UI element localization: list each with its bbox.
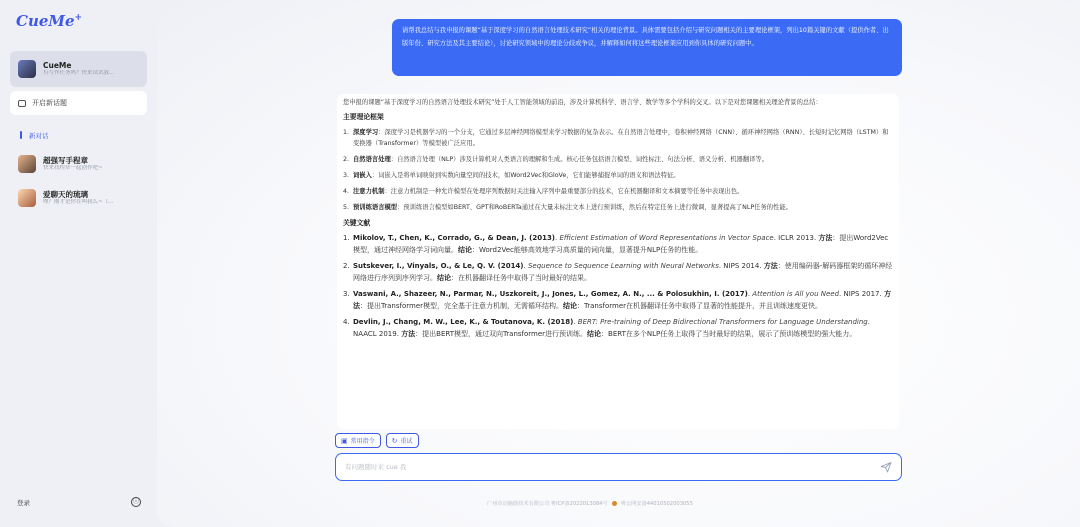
user-message: 请帮我总结与我申报的课题“基于深度学习的自然语言处理技术研究”相关的理论背景。具体需要包括介绍与研究问题相关的主要理论框架，列出10篇关键的文献（提供作者、出版年份、研究方法及其主要结论），讨论研究领域中的理论分歧或争议，并解释如何将这些理论框架应用到你具体的研究问题中。 (392, 19, 902, 76)
retry-button[interactable]: ↻ 重试 (386, 433, 419, 448)
answer-intro: 您申报的课题“基于深度学习的自然语言处理技术研究”处于人工智能领域的前沿，涉及计算机科学、语言学、数学等多个学科的交叉。以下是对您课题相关理论背景的总结： (343, 99, 822, 106)
section-title: 关键文献 (343, 219, 371, 227)
chat-bubble-icon (18, 100, 26, 107)
framework-list (343, 127, 893, 213)
new-topic-button[interactable] (10, 91, 147, 115)
icp-link[interactable]: 广州市动脑筋技术有限公司 粤ICP备2022013084号 (487, 501, 608, 507)
common-commands-button[interactable]: ▣ 常用指令 (335, 433, 381, 448)
list-item: 5. 预训练语言模型：预训练语言模型如BERT、GPT和RoBERTa通过在大量未标注文本上进行预训练，然后在特定任务上进行微调，显著提高了NLP任务的性能。 (343, 204, 792, 211)
bot-item-writer[interactable] (10, 151, 147, 177)
list-item: 2. Sutskever, I., Vinyals, O., & Le, Q. V. (2014). Sequence to Sequence Learning with Neural Networks. NIPS 2014. 方法：使用编码器-解码器框架的循环神经网络进行序列到序列学习。结论：在机器翻译任务中取得了当时最好的结果。 (343, 262, 893, 282)
police-record-link[interactable]: 粤公网安备44010502003055 (620, 501, 693, 507)
footer (487, 500, 693, 507)
conversation-item-active[interactable] (10, 129, 147, 141)
reference-list (343, 233, 893, 340)
list-item: 1. 深度学习：深度学习是机器学习的一个分支，它通过多层神经网络模型来学习数据的复杂表示。在自然语言处理中，卷积神经网络（CNN）、循环神经网络（RNN）、长短时记忆网络（LSTM）和变换器（Transformer）等模型被广泛应用。 (343, 129, 889, 147)
bot-name: 超强写手程章 (43, 155, 88, 165)
current-bot-name: CueMe (43, 60, 72, 70)
list-item: 1. Mikolov, T., Chen, K., Corrado, G., & Dean, J. (2013). Efficient Estimation of Word Representations in Vector Space. ICLR 2013. 方法：提出Word2Vec模型，通过神经网络学习词向量。结论：Word2Vec能够高效地学习高质量的词向量，显著提升NLP任务的性能。 (343, 234, 889, 254)
send-icon[interactable] (880, 461, 892, 473)
active-indicator (20, 131, 22, 139)
assistant-answer (337, 94, 899, 429)
conversation-label: 新对话 (29, 131, 49, 140)
bot-subtitle: 嘿？刚才是你在叫我么~（... (43, 199, 114, 206)
bot-subtitle: 快来找程章一起创作吧~ (43, 165, 103, 172)
bot-item-chatter[interactable] (10, 185, 147, 211)
list-item: 4. Devlin, J., Chang, M. W., Lee, K., & Toutanova, K. (2018). BERT: Pre-training of Deep Bidirectional Transformers for Language Understanding. NAACL 2019. 方法：提出BERT模型，通过双向Transformer进行预训练。结论：BERT在多个NLP任务上取得了当时最好的结果，展示了预训练模型的强大能力。 (343, 318, 870, 338)
sidebar (0, 0, 157, 527)
login-link[interactable]: 登录 (17, 498, 30, 507)
message-input[interactable] (345, 463, 845, 471)
list-item: 3. Vaswani, A., Shazeer, N., Parmar, N., Uszkoreit, J., Jones, L., Gomez, A. N., ... & Polosukhin, I. (2017). Attention is All you Need. NIPS 2017. 方法：提出Transformer模型，完全基于注意力机制，无需循环结构。结论：Transformer在机器翻译任务中取得了显著的性能提升，并且训练速度更快。 (343, 290, 891, 310)
avatar (18, 189, 36, 207)
chat-panel (157, 0, 1080, 527)
info-icon[interactable]: ⓘ (132, 498, 139, 505)
message-actions (335, 433, 419, 448)
cueme-logo[interactable]: CueMe+ (16, 12, 83, 30)
section-title: 主要理论框架 (343, 113, 384, 121)
command-icon: ▣ (341, 436, 348, 445)
new-topic-label: 开启新话题 (32, 99, 67, 107)
current-bot-card[interactable] (10, 51, 147, 87)
list-item: 2. 自然语言处理：自然语言处理（NLP）涉及计算机对人类语言的理解和生成。核心任务包括语言模型、词性标注、句法分析、语义分析、机器翻译等。 (343, 156, 769, 163)
list-item: 4. 注意力机制：注意力机制是一种允许模型在处理序列数据时关注输入序列中最重要部分的技术，它在机器翻译和文本摘要等任务中表现出色。 (343, 188, 744, 195)
list-item: 3. 词嵌入：词嵌入是将单词映射到实数向量空间的技术，如Word2Vec和GloVe，它们能够捕捉单词的语义和语法特征。 (343, 172, 680, 179)
bot-name: 爱聊天的琉璃 (43, 189, 88, 199)
police-badge-icon (612, 501, 617, 506)
avatar (18, 155, 36, 173)
avatar (18, 60, 36, 78)
current-bot-subtitle: 有写作任务吗？快来试试我... (43, 70, 115, 77)
refresh-icon: ↻ (391, 436, 398, 445)
message-input-box (335, 453, 902, 481)
